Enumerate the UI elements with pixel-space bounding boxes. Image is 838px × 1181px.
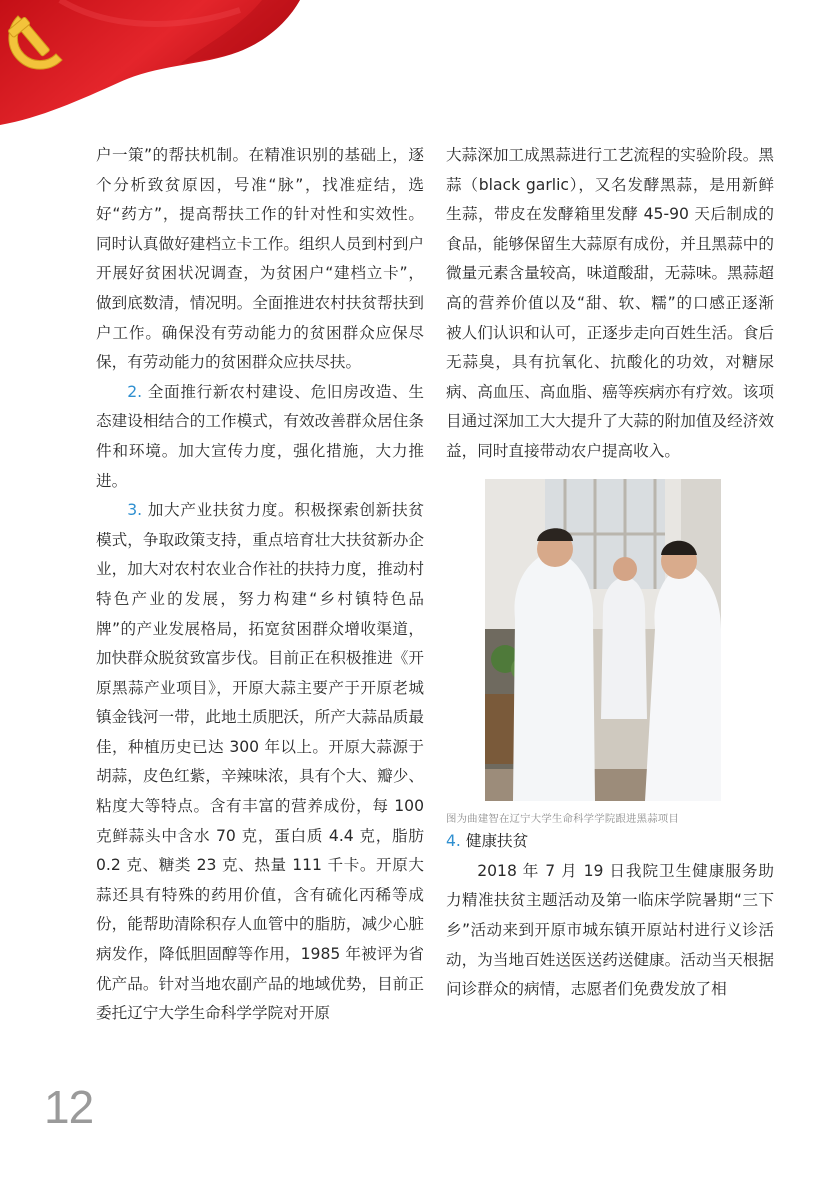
right-column [446, 141, 774, 1005]
right-item-4-heading [446, 827, 774, 857]
left-item-3 [96, 496, 424, 1029]
photo-caption: 图为曲建智在辽宁大学生命科学学院跟进黑蒜项目 [446, 813, 679, 826]
item-3-text: 加大产业扶贫力度。积极探索创新扶贫模式，争取政策支持，重点培育壮大扶贫新办企业，加大对农村农业合作社的扶持力度，推动村特色产业的发展，努力构建“乡村镇特色品牌”的产业发展格局，拓宽贫困群众增收渠道，加快群众脱贫致富步伐。目前正在积极推进《开原黑蒜产业项目》，开原大蒜主要产于开原老城镇金钱河一带，此地土质肥沃，所产大蒜品质最佳，种植历史已达 300 年以上。开原大蒜源于胡蒜，皮色红紫，辛辣味浓，具有个大、瓣少、粘度大等特点。含有丰富的营养成份，每 100 克鲜蒜头中含水 70 克，蛋白质 4.4 克，脂肪 0.2 克、糖类 23 克、热量 111 千卡。开原大蒜还具有特殊的药用价值，含有硫化丙稀等成份，能帮助清除积存人血管中的脂肪，减少心脏病发作，降低胆固醇等作用，1985 年被评为省优产品。针对当地农副产品的地域优势，目前正委托辽宁大学生命科学学院对开原 [96, 501, 424, 1023]
item-number-4: 4. [446, 832, 461, 851]
item-2-text: 全面推行新农村建设、危旧房改造、生态建设相结合的工作模式，有效改善群众居住条件和环境。加大宣传力度，强化措施，大力推进。 [96, 382, 424, 490]
left-paragraph-1: 户一策”的帮扶机制。在精准识别的基础上，逐个分析致贫原因，号准“脉”，找准症结，选好“药方”，提高帮扶工作的针对性和实效性。同时认真做好建档立卡工作。组织人员到村到户开展好贫困状况调查，为贫困户“建档立卡”，做到底数清，情况明。全面推进农村扶贫帮扶到户工作。确保没有劳动能力的贫困群众应保尽保，有劳动能力的贫困群众应扶尽扶。 [96, 146, 424, 372]
lab-photo [485, 479, 721, 801]
item-number-3: 3. [127, 501, 143, 520]
left-column [96, 141, 424, 1029]
item-4-title: 健康扶贫 [465, 832, 529, 851]
right-paragraph-2: 2018 年 7 月 19 日我院卫生健康服务助力精准扶贫主题活动及第一临床学院暑期“三下乡”活动来到开原市城东镇开原站村进行义诊活动，为当地百姓送医送药送健康。活动当天根据问诊群众的病情，志愿者们免费发放了相 [446, 861, 774, 999]
right-paragraph-1: 大蒜深加工成黑蒜进行工艺流程的实验阶段。黑蒜（black garlic），又名发酵黑蒜，是用新鲜生蒜，带皮在发酵箱里发酵 45-90 天后制成的食品，能够保留生大蒜原有成份，并且黑蒜中的微量元素含量较高，味道酸甜，无蒜味。黑蒜超高的营养价值以及“甜、软、糯”的口感正逐渐被人们认识和认可，正逐步走向百姓生活。食后无蒜臭，具有抗氧化、抗酸化的功效，对糖尿病、高血压、高血脂、癌等疾病亦有疗效。该项目通过深加工大大提升了大蒜的附加值及经济效益，同时直接带动农户提高收入。 [446, 146, 774, 460]
item-number-2: 2. [127, 382, 143, 401]
party-flag-banner [0, 0, 300, 125]
left-item-2 [96, 378, 424, 496]
page-number: 12 [44, 1081, 94, 1133]
